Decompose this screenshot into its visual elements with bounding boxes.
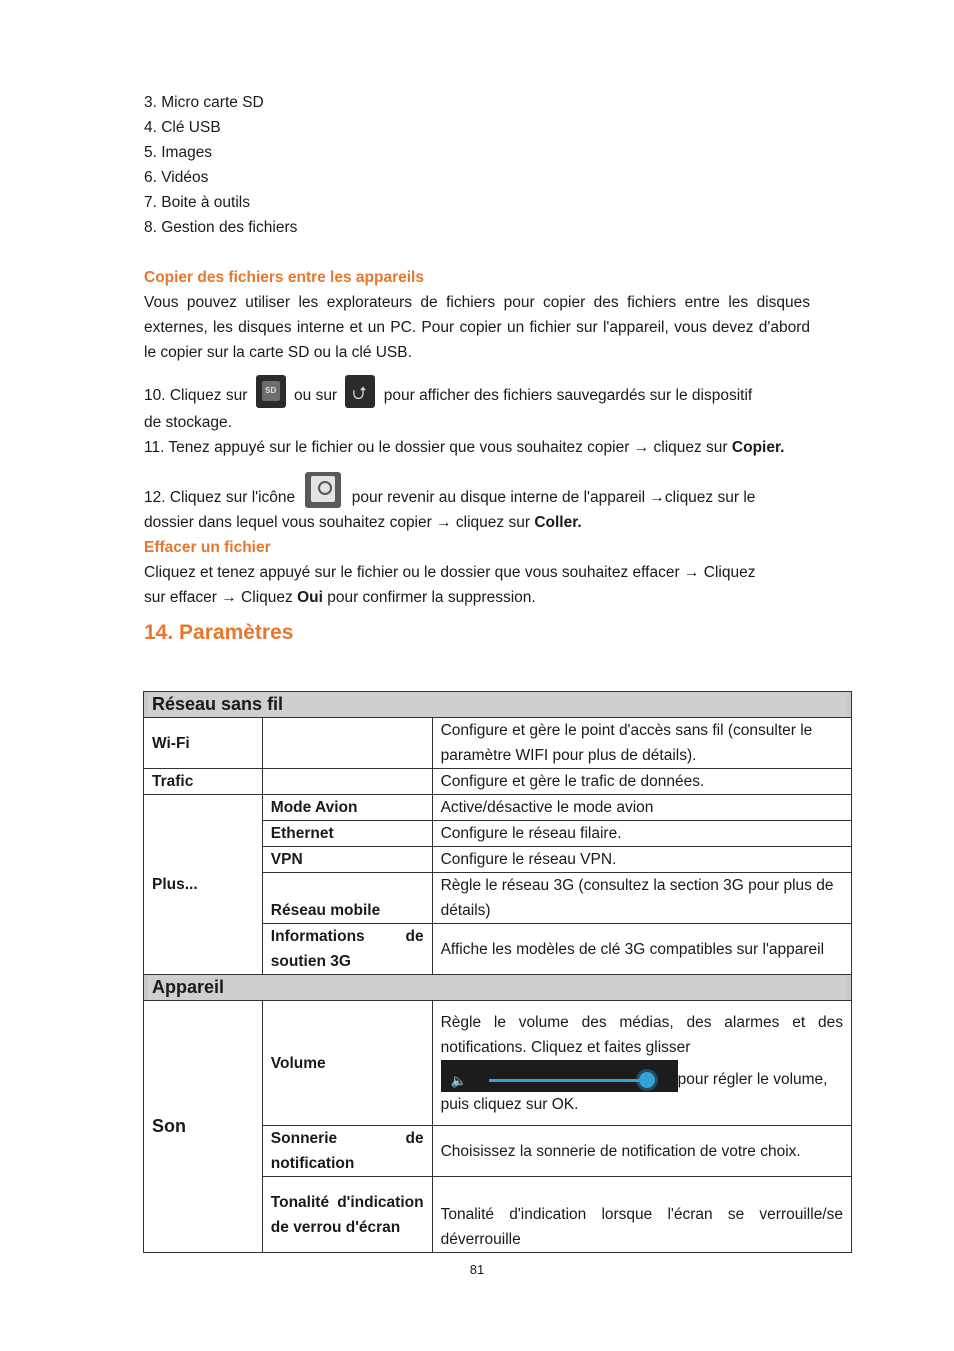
item-tonalite: Tonalité d'indication de verrou d'écran [262, 1177, 432, 1253]
page-body [144, 90, 810, 656]
desc-trafic: Configure et gère le trafic de données. [432, 769, 851, 795]
page-number: 81 [469, 1262, 485, 1277]
item-volume: Volume [262, 1001, 432, 1126]
delete-heading: Effacer un fichier [144, 539, 271, 556]
delete-text-2: sur effacer → Cliquez Oui pour confirmer la suppression. [144, 589, 536, 606]
speaker-icon: 🔈 [450, 1072, 467, 1088]
internal-disk-icon [305, 472, 341, 508]
list-item: 7. Boite à outils [144, 194, 250, 211]
desc-info-3g: Affiche les modèles de clé 3G compatibles sur l'appareil [432, 924, 851, 975]
desc-vpn: Configure le réseau VPN. [432, 847, 851, 873]
section-header-device: Appareil [144, 975, 852, 1001]
list-item: 4. Clé USB [144, 119, 221, 136]
step-10-cont: de stockage. [144, 414, 232, 431]
desc-ethernet: Configure le réseau filaire. [432, 821, 851, 847]
list-item: 5. Images [144, 144, 213, 161]
desc-tonalite: Tonalité d'indication lorsque l'écran se verrouille/se déverrouille [432, 1177, 851, 1253]
copy-heading: Copier des fichiers entre les appareils [144, 269, 424, 286]
row-label-wifi: Wi-Fi [144, 718, 263, 769]
desc-volume: Règle le volume des médias, des alarmes et des notifications. Cliquez et faites glisser 🔈 pour régler le volume, puis cliquez sur OK. [432, 1001, 851, 1126]
desc-mode-avion: Active/désactive le mode avion [432, 795, 851, 821]
settings-table [143, 691, 852, 1253]
delete-text-1: Cliquez et tenez appuyé sur le fichier ou le dossier que vous souhaitez effacer → Cliquez [144, 564, 756, 581]
row-label-son: Son [144, 1001, 263, 1253]
item-mode-avion: Mode Avion [262, 795, 432, 821]
volume-slider-image [441, 1060, 678, 1092]
list-item: 3. Micro carte SD [144, 94, 264, 111]
copy-intro: Vous pouvez utiliser les explorateurs de fichiers pour copier des fichiers entre les disques externes, les disques interne et un PC. Pour copier un fichier sur l'appareil, vous devez d'abord le copier sur la carte SD ou la clé USB. [144, 294, 810, 361]
storage-list [144, 90, 810, 240]
step-12-cont: dossier dans lequel vous souhaitez copier → cliquez sur Coller. [144, 514, 582, 531]
item-vpn: VPN [262, 847, 432, 873]
item-info-3g: Informations de soutien 3G [262, 924, 432, 975]
desc-wifi: Configure et gère le point d'accès sans fil (consulter le paramètre WIFI pour plus de détails). [432, 718, 851, 769]
list-item: 8. Gestion des fichiers [144, 219, 298, 236]
desc-reseau-mobile: Règle le réseau 3G (consultez la section 3G pour plus de détails) [432, 873, 851, 924]
step-10: 10. Cliquez sur SD ou sur ⮍ pour afficher des fichiers sauvegardés sur le dispositif [144, 375, 810, 410]
item-reseau-mobile: Réseau mobile [262, 873, 432, 924]
usb-icon: ⮍ [345, 375, 375, 408]
step-11: 11. Tenez appuyé sur le fichier ou le dossier que vous souhaitez copier → cliquez sur Copier. [144, 439, 785, 456]
desc-sonnerie: Choisissez la sonnerie de notification de votre choix. [432, 1126, 851, 1177]
item-sonnerie: Sonnerie de notification [262, 1126, 432, 1177]
list-item: 6. Vidéos [144, 169, 209, 186]
row-label-trafic: Trafic [144, 769, 263, 795]
section-title: 14. Paramètres [144, 621, 294, 644]
item-ethernet: Ethernet [262, 821, 432, 847]
row-label-plus: Plus... [144, 795, 263, 975]
sd-card-icon: SD [256, 375, 286, 408]
section-header-wireless: Réseau sans fil [144, 692, 852, 718]
step-12: 12. Cliquez sur l'icône pour revenir au disque interne de l'appareil →cliquez sur le [144, 472, 810, 510]
